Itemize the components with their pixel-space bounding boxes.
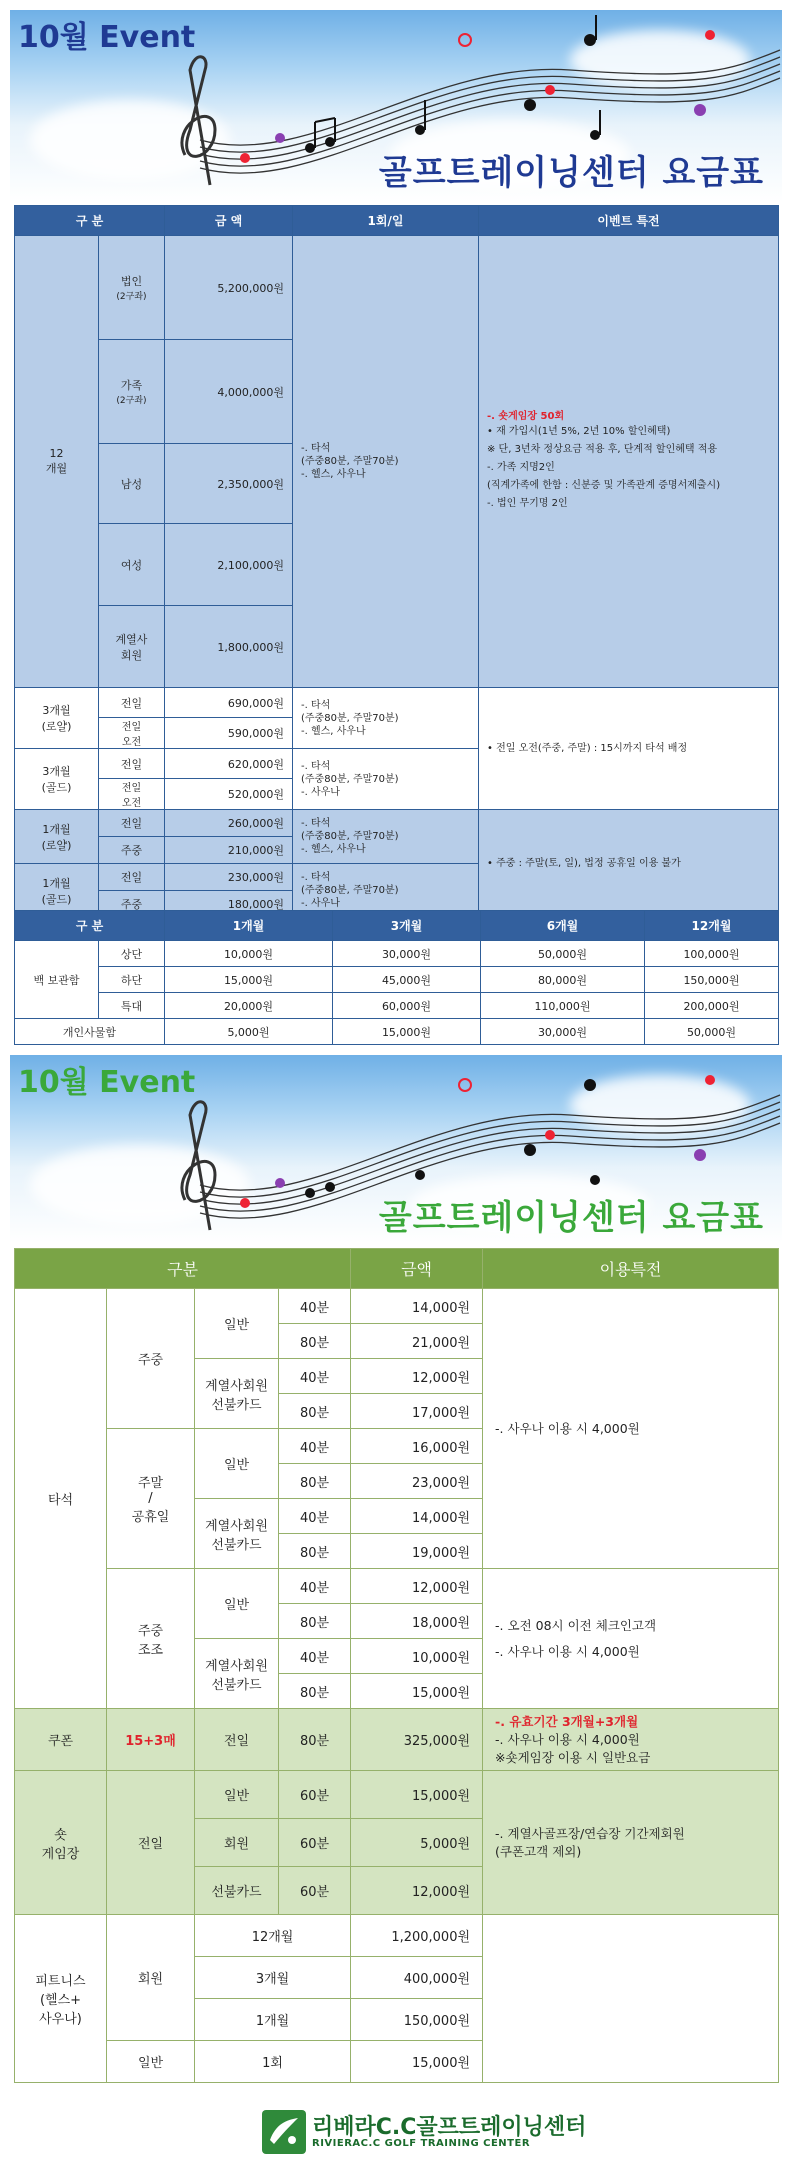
price-cell: 15,000원 <box>165 967 333 993</box>
general-label: 일반 <box>195 1429 279 1499</box>
header-benefit: 이벤트 특전 <box>479 206 779 236</box>
minutes: 40분 <box>279 1639 351 1674</box>
price-cell: 50,000원 <box>645 1019 779 1045</box>
header-6-months: 6개월 <box>481 911 645 941</box>
price-cell: 210,000원 <box>165 837 293 864</box>
price-cell: 21,000원 <box>351 1324 483 1359</box>
price-cell: 18,000원 <box>351 1604 483 1639</box>
member-type: 전일 <box>99 864 165 891</box>
fitness-period: 3개월 <box>195 1957 351 1999</box>
price-cell: 5,000원 <box>351 1819 483 1867</box>
early-weekday-label: 주중 조조 <box>107 1569 195 1709</box>
price-cell: 620,000원 <box>165 749 293 779</box>
header-daily: 1회/일 <box>293 206 479 236</box>
member-type: 주중 <box>99 891 165 918</box>
short-game-member: 일반 <box>195 1771 279 1819</box>
member-type: 계열사 회원 <box>99 606 165 688</box>
fitness-period: 12개월 <box>195 1915 351 1957</box>
event-label: 10월 Event <box>18 20 196 55</box>
daily-usage: -. 타석 (주중80분, 주말70분) -. 헬스, 사우나 <box>293 810 479 864</box>
short-game-member: 선불카드 <box>195 1867 279 1915</box>
minutes: 40분 <box>279 1569 351 1604</box>
price-cell: 150,000원 <box>351 1999 483 2041</box>
minutes: 80분 <box>279 1324 351 1359</box>
event-benefit <box>479 236 779 688</box>
general-label: 일반 <box>195 1569 279 1639</box>
price-cell: 100,000원 <box>645 941 779 967</box>
header-3-months: 3개월 <box>333 911 481 941</box>
price-cell: 200,000원 <box>645 993 779 1019</box>
bag-type: 상단 <box>99 941 165 967</box>
price-cell: 260,000원 <box>165 810 293 837</box>
member-type: 전일 <box>99 810 165 837</box>
price-cell: 16,000원 <box>351 1429 483 1464</box>
golfer-logo-icon <box>262 2110 306 2154</box>
member-type: 여성 <box>99 524 165 606</box>
header-category: 구분 <box>15 1249 351 1289</box>
benefit-text: • 재 가입시(1년 5%, 2년 10% 할인혜택) ※ 단, 3년차 정상요금 적용 후, 단계적 할인혜택 적용 -. 가족 지명2인 (직계가족에 한함 : 신분증 및 가족관계 증명서제출시) -. 법인 무기명 2인 <box>487 426 721 509</box>
header-category: 구 분 <box>15 206 165 236</box>
minutes: 60분 <box>279 1771 351 1819</box>
price-cell: 60,000원 <box>333 993 481 1019</box>
benefit-highlight: -. 숏게임장 50회 <box>487 411 565 422</box>
minutes: 80분 <box>279 1709 351 1771</box>
price-cell: 12,000원 <box>351 1569 483 1604</box>
fitness-general: 일반 <box>107 2041 195 2083</box>
price-cell: 590,000원 <box>165 718 293 749</box>
coupon-label: 쿠폰 <box>15 1709 107 1771</box>
price-cell: 10,000원 <box>165 941 333 967</box>
price-cell: 110,000원 <box>481 993 645 1019</box>
price-cell: 15,000원 <box>333 1019 481 1045</box>
price-cell: 180,000원 <box>165 891 293 918</box>
price-cell: 1,200,000원 <box>351 1915 483 1957</box>
price-cell: 150,000원 <box>645 967 779 993</box>
price-cell: 520,000원 <box>165 779 293 810</box>
coupon-type: 전일 <box>195 1709 279 1771</box>
general-label: 일반 <box>195 1289 279 1359</box>
header-price: 금 액 <box>165 206 293 236</box>
fitness-label: 피트니스 (헬스+ 사우나) <box>15 1915 107 2083</box>
header-category: 구 분 <box>15 911 165 941</box>
event-benefit: • 전일 오전(주중, 주말) : 15시까지 타석 배정 <box>479 688 779 810</box>
minutes: 40분 <box>279 1499 351 1534</box>
coupon-benefit-text: -. 사우나 이용 시 4,000원 ※숏게임장 이용 시 일반요금 <box>495 1731 651 1765</box>
price-cell: 4,000,000원 <box>165 340 293 444</box>
daily-usage: -. 타석 (주중80분, 주말70분) -. 헬스, 사우나 <box>293 688 479 749</box>
price-cell: 45,000원 <box>333 967 481 993</box>
price-cell: 12,000원 <box>351 1867 483 1915</box>
minutes: 80분 <box>279 1674 351 1709</box>
short-game-type: 전일 <box>107 1771 195 1915</box>
tasuk-benefit: -. 사우나 이용 시 4,000원 <box>483 1289 779 1569</box>
member-type: 전일 <box>99 749 165 779</box>
price-cell: 10,000원 <box>351 1639 483 1674</box>
page-title: 골프트레이닝센터 요금표 <box>378 1198 764 1238</box>
tasuk-label: 타석 <box>15 1289 107 1709</box>
member-type: 전일 <box>99 688 165 718</box>
minutes: 40분 <box>279 1429 351 1464</box>
short-game-member: 회원 <box>195 1819 279 1867</box>
bag-type: 하단 <box>99 967 165 993</box>
price-cell: 15,000원 <box>351 1674 483 1709</box>
period-3-months-gold: 3개월 (골드) <box>15 749 99 810</box>
coupon-count: 15+3매 <box>107 1709 195 1771</box>
price-cell: 20,000원 <box>165 993 333 1019</box>
price-cell: 23,000원 <box>351 1464 483 1499</box>
header-price: 금액 <box>351 1249 483 1289</box>
minutes: 80분 <box>279 1464 351 1499</box>
coupon-validity: -. 유효기간 3개월+3개월 <box>495 1713 639 1729</box>
price-cell: 15,000원 <box>351 2041 483 2083</box>
bag-locker-label: 백 보관함 <box>15 941 99 1019</box>
member-type: 남성 <box>99 444 165 524</box>
price-cell: 14,000원 <box>351 1289 483 1324</box>
event-benefit: • 주중 : 주말(토, 일), 법정 공휴일 이용 불가 <box>479 810 779 918</box>
price-cell: 80,000원 <box>481 967 645 993</box>
page-title: 골프트레이닝센터 요금표 <box>378 153 764 193</box>
price-cell: 325,000원 <box>351 1709 483 1771</box>
weekday-label: 주중 <box>107 1289 195 1429</box>
price-cell: 30,000원 <box>481 1019 645 1045</box>
affiliate-label: 계열사회원 선불카드 <box>195 1499 279 1569</box>
early-benefit: -. 오전 08시 이전 체크인고객 -. 사우나 이용 시 4,000원 <box>483 1569 779 1709</box>
price-cell: 17,000원 <box>351 1394 483 1429</box>
price-cell: 230,000원 <box>165 864 293 891</box>
price-cell: 1,800,000원 <box>165 606 293 688</box>
minutes: 40분 <box>279 1359 351 1394</box>
minutes: 40분 <box>279 1289 351 1324</box>
price-cell: 19,000원 <box>351 1534 483 1569</box>
bag-locker-table <box>14 910 779 1045</box>
member-type: 주중 <box>99 837 165 864</box>
event-label: 10월 Event <box>18 1065 196 1100</box>
fitness-period: 1회 <box>195 2041 351 2083</box>
period-12-months: 12 개월 <box>15 236 99 688</box>
membership-fee-table <box>14 205 779 918</box>
price-cell: 50,000원 <box>481 941 645 967</box>
daily-usage: -. 타석 (주중80분, 주말70분) -. 헬스, 사우나 <box>293 236 479 688</box>
price-cell: 400,000원 <box>351 1957 483 1999</box>
member-type: 법인 (2구좌) <box>99 236 165 340</box>
price-cell: 14,000원 <box>351 1499 483 1534</box>
price-cell: 12,000원 <box>351 1359 483 1394</box>
daily-usage: -. 타석 (주중80분, 주말70분) -. 사우나 <box>293 749 479 810</box>
fitness-member: 회원 <box>107 1915 195 2041</box>
period-3-months-royal: 3개월 (로얄) <box>15 688 99 749</box>
price-cell: 15,000원 <box>351 1771 483 1819</box>
price-cell: 690,000원 <box>165 688 293 718</box>
price-cell: 30,000원 <box>333 941 481 967</box>
header-12-months: 12개월 <box>645 911 779 941</box>
fitness-period: 1개월 <box>195 1999 351 2041</box>
member-type: 전일 오전 <box>99 779 165 810</box>
member-type: 전일 오전 <box>99 718 165 749</box>
daily-usage: -. 타석 (주중80분, 주말70분) -. 사우나 <box>293 864 479 918</box>
minutes: 60분 <box>279 1867 351 1915</box>
minutes: 80분 <box>279 1534 351 1569</box>
coupon-benefit <box>483 1709 779 1771</box>
minutes: 80분 <box>279 1394 351 1429</box>
fitness-benefit <box>483 1915 779 2083</box>
period-1-month-gold: 1개월 (골드) <box>15 864 99 918</box>
header-benefit: 이용특전 <box>483 1249 779 1289</box>
minutes: 60분 <box>279 1819 351 1867</box>
footer-brand-name: 리베라C.C골프트레이닝센터 <box>312 2115 587 2140</box>
price-cell: 2,100,000원 <box>165 524 293 606</box>
affiliate-label: 계열사회원 선불카드 <box>195 1639 279 1709</box>
personal-locker-label: 개인사물함 <box>15 1019 165 1045</box>
price-cell: 5,200,000원 <box>165 236 293 340</box>
footer-brand-english: RIVIERAC.C GOLF TRAINING CENTER <box>312 2138 531 2149</box>
short-game-label: 숏 게임장 <box>15 1771 107 1915</box>
member-type: 가족 (2구좌) <box>99 340 165 444</box>
minutes: 80분 <box>279 1604 351 1639</box>
bag-type: 특대 <box>99 993 165 1019</box>
training-fee-table <box>14 1248 779 2083</box>
affiliate-label: 계열사회원 선불카드 <box>195 1359 279 1429</box>
price-cell: 2,350,000원 <box>165 444 293 524</box>
footer-logo <box>0 2108 792 2156</box>
period-1-month-royal: 1개월 (로얄) <box>15 810 99 864</box>
header-1-month: 1개월 <box>165 911 333 941</box>
event-banner-top <box>10 10 782 202</box>
price-cell: 5,000원 <box>165 1019 333 1045</box>
short-game-benefit: -. 계열사골프장/연습장 기간제회원 (쿠폰고객 제외) <box>483 1771 779 1915</box>
weekend-label: 주말 / 공휴일 <box>107 1429 195 1569</box>
event-banner-bottom <box>10 1055 782 1243</box>
